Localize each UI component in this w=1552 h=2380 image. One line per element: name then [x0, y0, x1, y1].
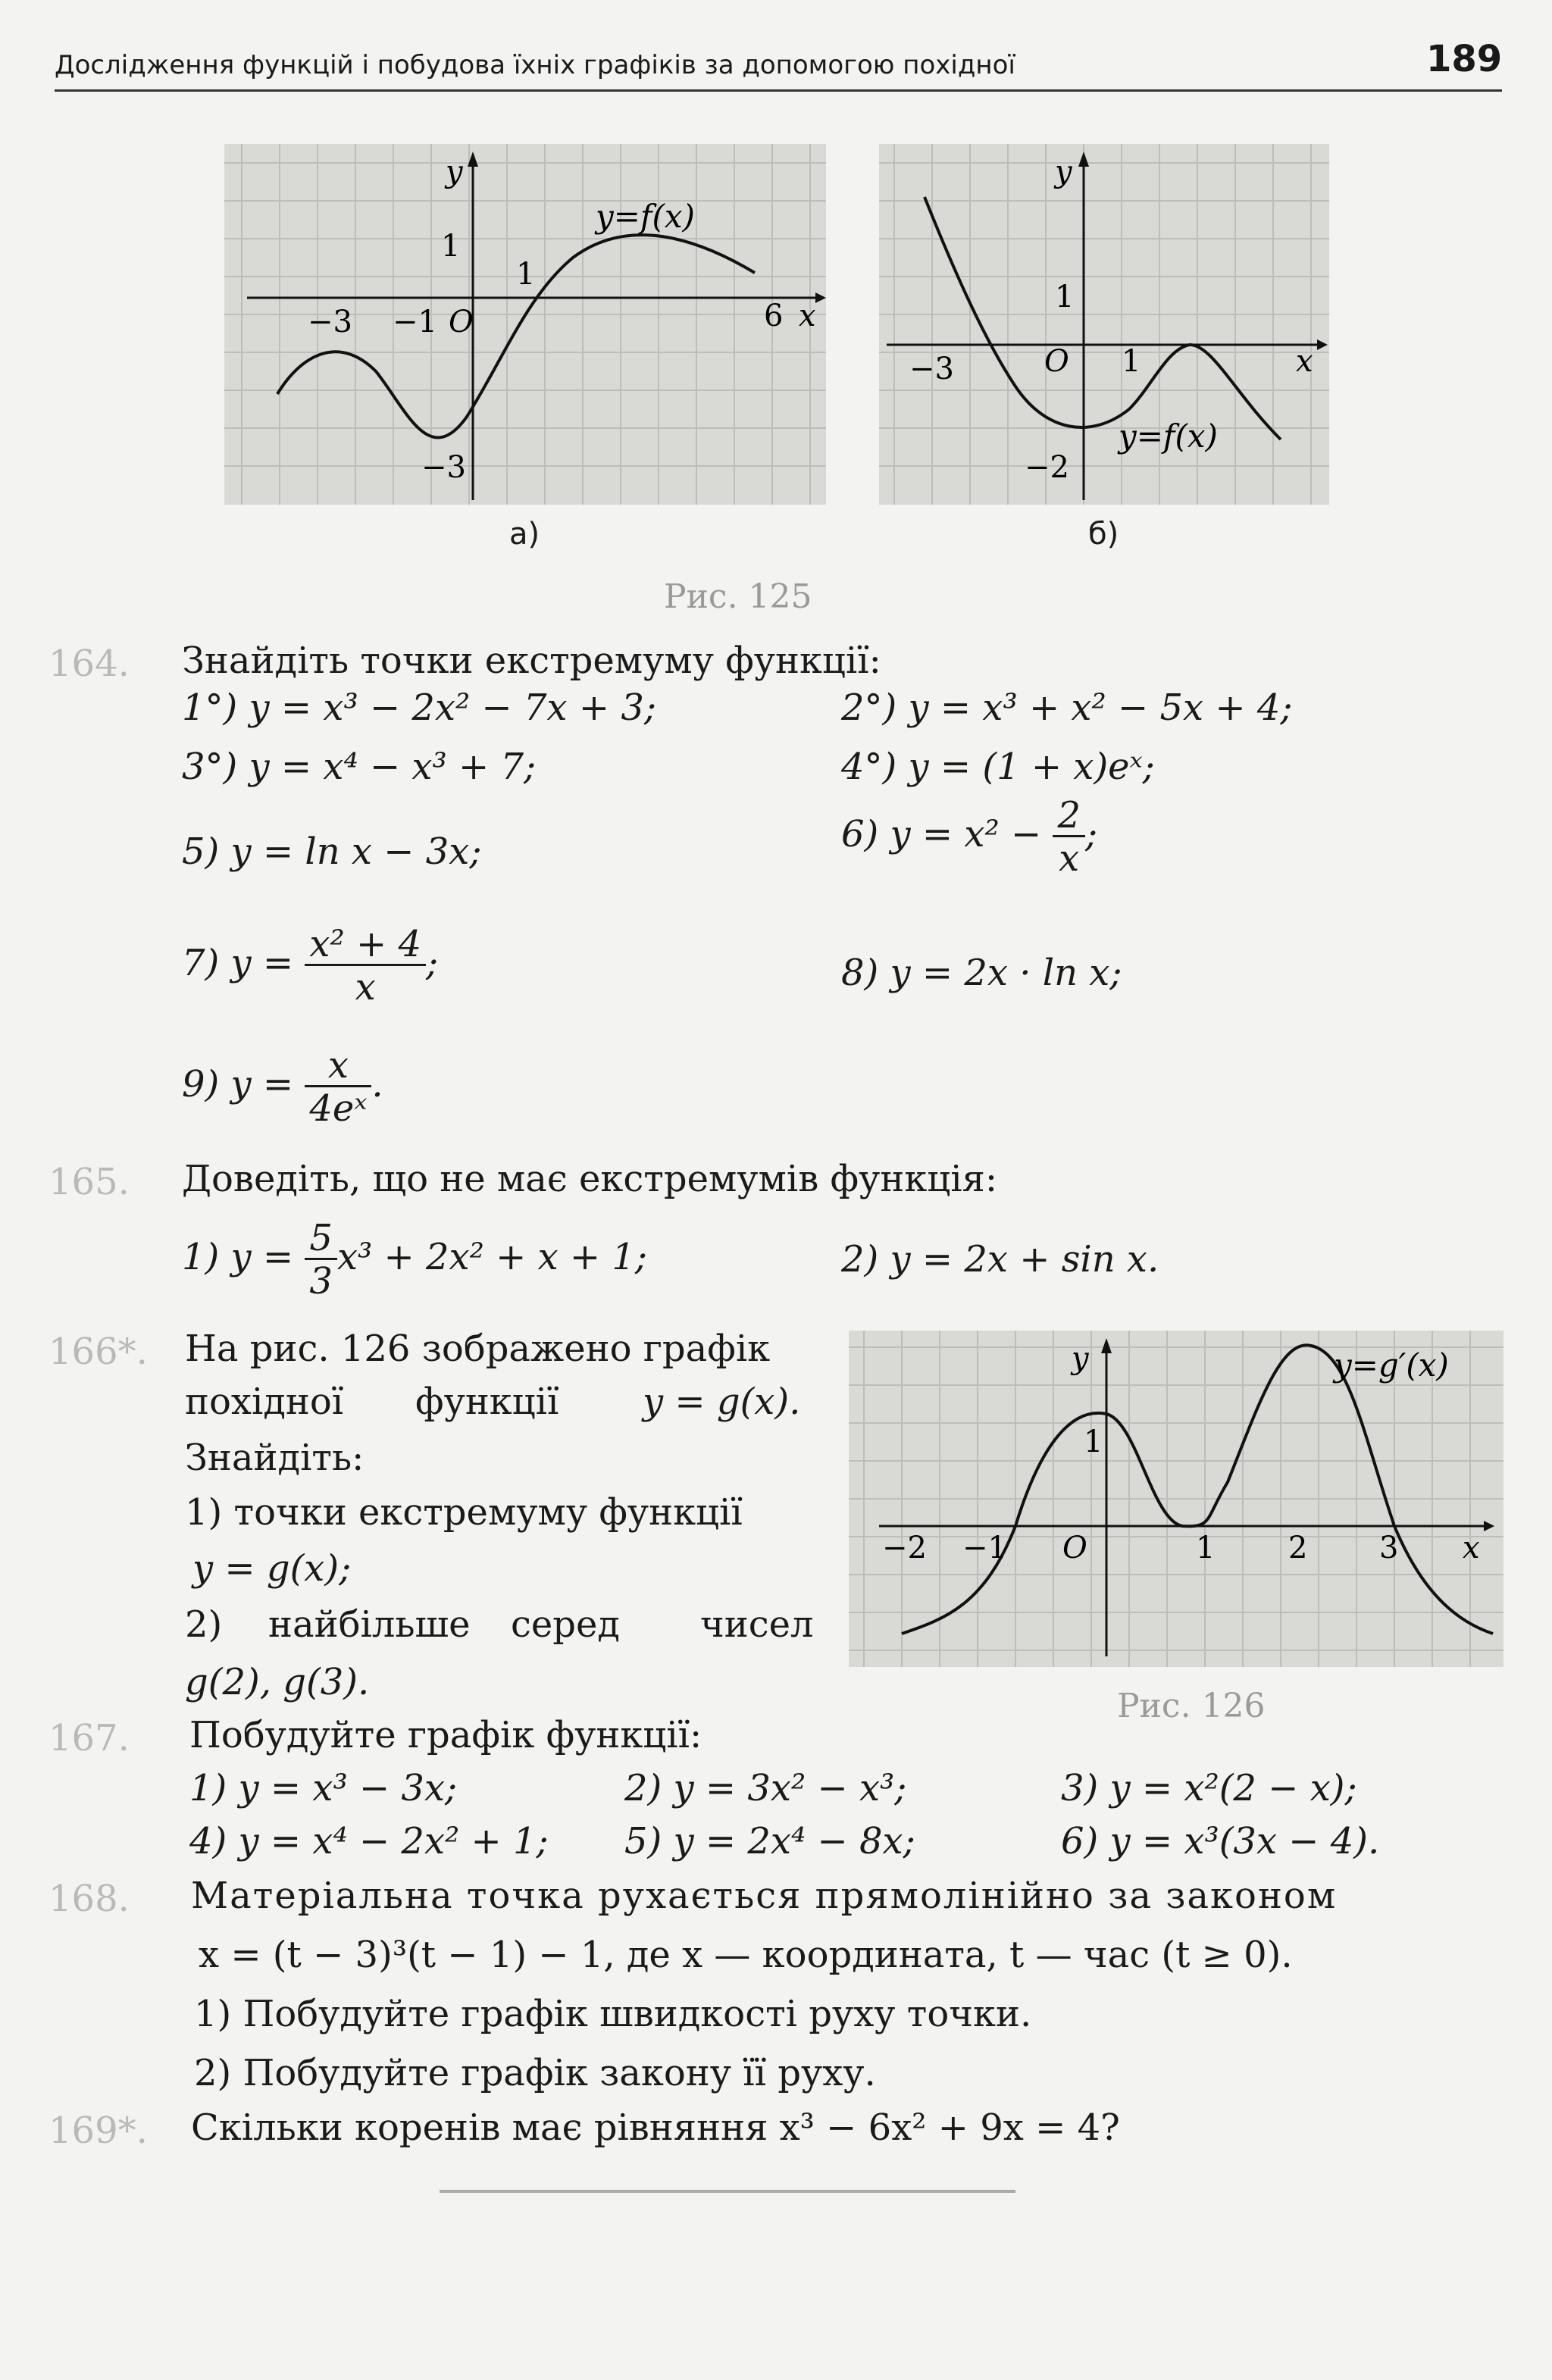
tick-label: 1	[1122, 344, 1141, 379]
problem-item: 5) y = 2x⁴ − 8x;	[624, 1820, 915, 1862]
figure-125b	[879, 144, 1329, 505]
problem-number: 167.	[48, 1717, 130, 1759]
tick-label: −3	[909, 352, 954, 386]
header-rule	[55, 89, 1502, 92]
function-label: y=g′(x)	[1334, 1346, 1449, 1384]
problem-item: 1) y = x³ − 3x;	[189, 1767, 458, 1809]
fraction	[305, 1044, 371, 1130]
problem-item: 6) y = x³(3x − 4).	[1061, 1820, 1380, 1862]
x-axis-arrow	[1484, 1521, 1494, 1531]
problem-text: Знайдіть точки екстремуму функції:	[182, 640, 881, 682]
tick-label: 1	[441, 229, 461, 264]
fraction-numerator: 2	[1053, 797, 1085, 837]
x-axis-arrow	[1317, 339, 1328, 350]
problem-item: 4) y = x⁴ − 2x² + 1;	[189, 1820, 549, 1862]
x-axis-arrow	[815, 292, 826, 303]
problem-line: 1) Побудуйте графік швидкості руху точки.	[194, 1993, 1032, 2035]
problem-line: 2)	[185, 1603, 223, 1646]
fraction-denominator: x	[1059, 837, 1080, 880]
figure-126	[849, 1331, 1504, 1667]
problem-item: 2°) y = x³ + x² − 5x + 4;	[841, 686, 1293, 729]
tick-label: 1	[516, 257, 536, 292]
figure-125-caption: Рис. 125	[664, 577, 812, 616]
tick-label: −2	[882, 1531, 927, 1565]
derivative-curve	[902, 1345, 1493, 1634]
problem-number: 164.	[48, 643, 130, 685]
figure-125a	[224, 144, 826, 505]
problem-number: 166*.	[48, 1331, 148, 1373]
tick-label: 2	[1288, 1531, 1308, 1565]
problem-item	[182, 1044, 383, 1130]
tick-label: O	[1062, 1531, 1087, 1565]
problem-line: серед	[511, 1603, 620, 1646]
problem-line: g(2), g(3).	[185, 1661, 370, 1703]
figure-126-caption: Рис. 126	[1117, 1687, 1266, 1725]
problem-line: x = (t − 3)³(t − 1) − 1, де x — координата, t — час (t ≥ 0).	[199, 1934, 1293, 1976]
tick-label: −3	[421, 450, 466, 485]
problem-line: На рис. 126 зображено графік	[185, 1328, 771, 1370]
problem-item: 2) y = 2x + sin x.	[841, 1238, 1159, 1281]
fraction	[305, 923, 426, 1009]
y-axis-arrow	[1078, 152, 1089, 167]
problem-line: Знайдіть:	[185, 1437, 365, 1479]
fraction-denominator: 4eˣ	[309, 1087, 368, 1130]
function-curve	[925, 197, 1281, 439]
item-suffix: ;	[425, 942, 439, 984]
problem-item	[841, 794, 1098, 880]
tick-label: O	[1044, 344, 1069, 379]
footer-rule	[440, 2190, 1015, 2193]
item-prefix: 6) y = x² −	[841, 813, 1042, 855]
problem-item: 5) y = ln x − 3x;	[182, 830, 482, 873]
y-axis-arrow	[1101, 1338, 1112, 1353]
fraction-numerator: x	[305, 1047, 371, 1087]
problem-item: 3°) y = x⁴ − x³ + 7;	[182, 746, 537, 788]
x-axis-label: x	[799, 299, 816, 333]
running-header: Дослідження функцій і побудова їхніх графіків за допомогою похідної	[55, 50, 1015, 80]
problem-item: 3) y = x²(2 − x);	[1061, 1767, 1357, 1809]
item-suffix: x³ + 2x² + x + 1;	[336, 1236, 648, 1278]
tick-label: −3	[308, 305, 352, 339]
problem-item: 2) y = 3x² − x³;	[624, 1767, 907, 1809]
y-axis-label: y	[1055, 155, 1072, 189]
fraction	[305, 1217, 337, 1303]
fraction	[1053, 794, 1085, 880]
problem-text: Побудуйте графік функції:	[189, 1714, 702, 1756]
fraction-denominator: 3	[309, 1260, 333, 1303]
problem-line: Матеріальна точка рухається прямолінійно за законом	[191, 1875, 1338, 1917]
problem-line: y = g(x);	[192, 1547, 352, 1590]
problem-line: 1) точки екстремуму функції	[185, 1491, 743, 1534]
x-axis-label: x	[1463, 1531, 1480, 1565]
figure-125a-label: а)	[509, 517, 540, 552]
problem-item: 1°) y = x³ − 2x² − 7x + 3;	[182, 686, 657, 729]
tick-label: 1	[1055, 280, 1075, 314]
tick-label: 6	[764, 299, 784, 333]
item-prefix: 9) y =	[182, 1063, 294, 1106]
problem-item: 8) y = 2x · ln x;	[841, 952, 1122, 994]
tick-label: −1	[962, 1531, 1007, 1565]
tick-label: −1	[393, 305, 437, 339]
problem-text: Доведіть, що не має екстремумів функція:	[182, 1158, 997, 1200]
function-label: y=f(x)	[596, 198, 695, 235]
problem-number: 165.	[48, 1161, 130, 1203]
figure-125b-label: б)	[1088, 517, 1119, 552]
tick-label: 1	[1196, 1531, 1216, 1565]
function-label: y=f(x)	[1119, 418, 1218, 455]
item-prefix: 7) y =	[182, 942, 294, 984]
problem-line: найбільше	[268, 1603, 471, 1646]
tick-label: 1	[1084, 1425, 1103, 1459]
item-prefix: 1) y =	[182, 1236, 294, 1278]
tick-label: O	[449, 305, 474, 339]
problem-item	[182, 923, 439, 1009]
problem-item	[182, 1217, 648, 1303]
page-number: 189	[1426, 38, 1503, 80]
problem-item: 4°) y = (1 + x)eˣ;	[841, 746, 1155, 788]
fraction-denominator: x	[355, 966, 376, 1009]
x-axis-label: x	[1296, 344, 1313, 379]
y-axis-label: y	[1072, 1341, 1089, 1376]
problem-number: 168.	[48, 1878, 130, 1920]
item-suffix: ;	[1084, 813, 1098, 855]
grid	[879, 144, 1329, 505]
tick-label: −2	[1025, 450, 1069, 485]
problem-text: Скільки коренів має рівняння x³ − 6x² + 9x = 4?	[191, 2106, 1120, 2149]
problem-line: 2) Побудуйте графік закону її руху.	[194, 2052, 876, 2094]
fraction-numerator: 5	[305, 1220, 337, 1260]
problem-line: чисел	[700, 1603, 814, 1646]
problem-number: 169*.	[48, 2109, 148, 2152]
tick-label: 3	[1379, 1531, 1399, 1565]
item-suffix: .	[371, 1063, 383, 1106]
y-axis-label: y	[446, 155, 463, 189]
fraction-numerator: x² + 4	[305, 926, 426, 966]
problem-line: функції	[415, 1381, 559, 1423]
problem-line: y = g(x).	[643, 1381, 801, 1423]
problem-line: похідної	[185, 1381, 344, 1423]
